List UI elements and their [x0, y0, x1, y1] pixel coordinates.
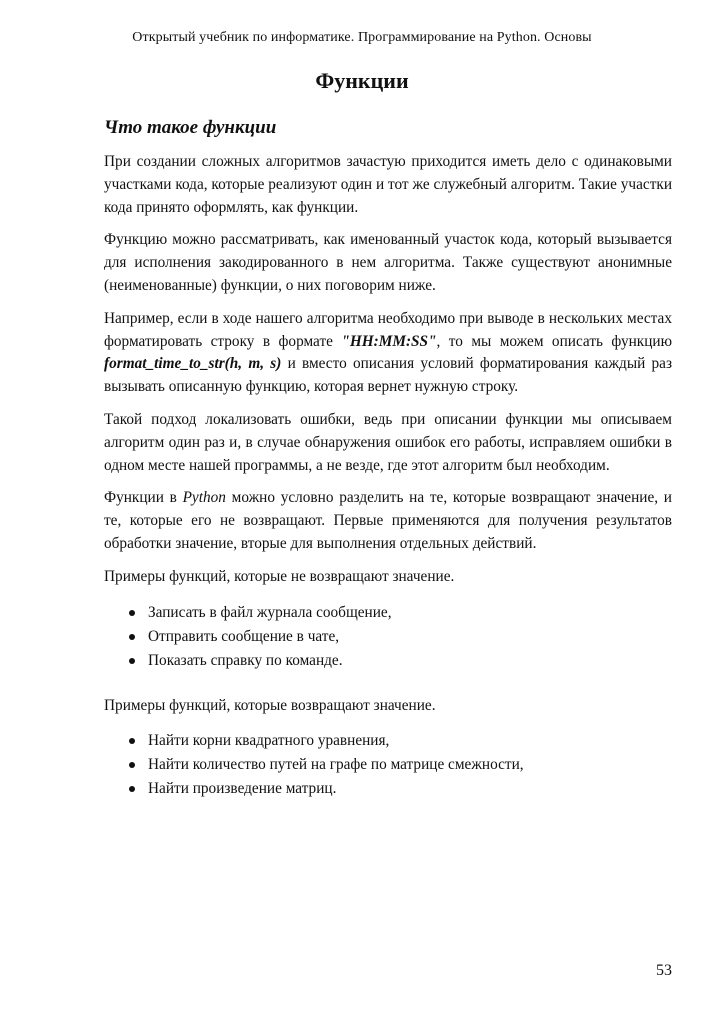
paragraph-classification	[104, 487, 672, 555]
page-number: 53	[656, 962, 672, 979]
returning-intro: Примеры функций, которые возвращают значение.	[104, 696, 436, 714]
language-name: Python	[182, 489, 226, 507]
chapter-title: Функции	[315, 68, 409, 93]
paragraph-classification-text-1: Функции в	[104, 489, 183, 507]
time-format-string: "HH:MM:SS"	[341, 332, 437, 350]
paragraph-classification-text-2: можно условно разделить на те, которые возвращают значение, и те, которые его не возвращают. Первые применяются для получения результатов обработки значение, вторые для выполнения отдельных действий.	[104, 489, 672, 552]
function-signature: format_time_to_str(h, m, s)	[104, 355, 282, 373]
paragraph-example	[104, 308, 672, 399]
non-returning-list	[104, 601, 672, 673]
paragraph-example-text-3: и вместо описания условий форматирования каждый раз вызывать описанную функцию, которая вернет нужную строку.	[104, 355, 672, 396]
list-item: Отправить сообщение в чате,	[126, 625, 672, 649]
page-content	[104, 115, 672, 801]
paragraph-localization: Такой подход локализовать ошибки, ведь при описании функции мы описываем алгоритм один раз и, в случае обнаружения ошибок его работы, исправляем ошибки в одном месте нашей программы, а не везде, где этот алгоритм был необходим.	[104, 410, 672, 474]
paragraph-definition: Функцию можно рассматривать, как именованный участок кода, который вызывается для исполнения закодированного в нем алгоритма. Также существуют анонимные (неименованные) функции, о них поговорим ниже.	[104, 231, 672, 294]
paragraph-intro: При создании сложных алгоритмов зачастую приходится иметь дело с одинаковыми участками кода, которые реализуют один и тот же служебный алгоритм. Такие участки кода принято оформлять, как функции.	[104, 153, 672, 216]
paragraph-example-text-1: Например, если в ходе нашего алгоритма необходимо при выводе в нескольких местах форматировать строку в формате	[104, 309, 672, 350]
running-header: Открытый учебник по информатике. Программирование на Python. Основы	[132, 30, 592, 45]
paragraph-example-text-2: , то мы можем описать функцию	[436, 332, 673, 350]
list-item: Записать в файл журнала сообщение,	[126, 601, 672, 625]
list-item: Найти корни квадратного уравнения,	[126, 729, 672, 753]
list-item: Найти произведение матриц.	[126, 777, 672, 801]
section-title: Что такое функции	[104, 117, 277, 138]
returning-list	[104, 729, 672, 801]
list-item: Найти количество путей на графе по матрице смежности,	[126, 753, 672, 777]
non-returning-intro: Примеры функций, которые не возвращают значение.	[104, 567, 455, 585]
list-item: Показать справку по команде.	[126, 649, 672, 673]
